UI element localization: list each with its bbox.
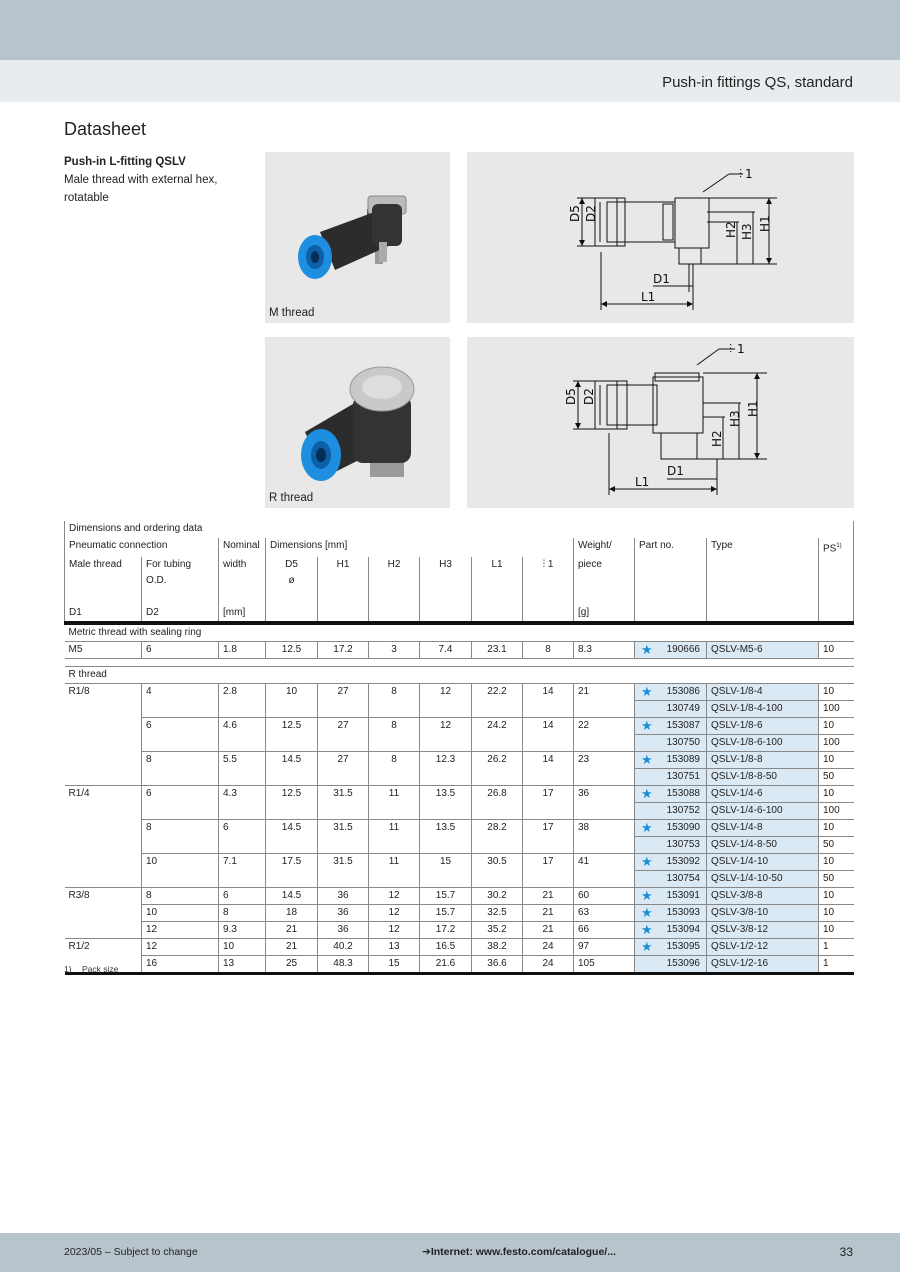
cell-d2: 10: [142, 905, 219, 922]
cell-width: 9.3: [219, 922, 266, 939]
cell-l1: 32.5: [472, 905, 523, 922]
footer-link[interactable]: [422, 1246, 616, 1258]
cell-h3: 13.5: [420, 820, 472, 854]
table-header-row-2: [65, 557, 854, 589]
cell-h3: 12: [420, 718, 472, 752]
cell-h2: 11: [369, 786, 420, 820]
star-icon: ★: [641, 642, 653, 658]
cell-l1: 26.8: [472, 786, 523, 820]
cell-h3: 15: [420, 854, 472, 888]
cell-ps: 100: [819, 701, 854, 718]
cell-type: QSLV-1/8-4: [707, 684, 819, 701]
header-l1: L1: [472, 557, 523, 589]
partno-text: 153093: [666, 907, 700, 919]
cell-width: 2.8: [219, 684, 266, 718]
cell-ps: 50: [819, 769, 854, 786]
sw-label-r: 1: [737, 342, 745, 356]
cell-width: 13: [219, 956, 266, 974]
cell-type: QSLV-1/8-8: [707, 752, 819, 769]
cell-partno: 130754: [635, 871, 707, 888]
cell-h1: 27: [318, 684, 369, 718]
d2-label-r: D2: [582, 388, 596, 405]
page-number: 33: [839, 1245, 853, 1259]
cell-partno: [635, 922, 707, 939]
star-icon: ★: [641, 820, 653, 836]
cell-partno: [635, 888, 707, 905]
product-desc-line1: Male thread with external hex,: [64, 174, 218, 186]
cell-h1: 36: [318, 888, 369, 905]
cell-d1: R1/2: [65, 939, 142, 974]
cell-h3: 7.4: [420, 642, 472, 659]
product-description: [64, 153, 254, 207]
cell-d5: 14.5: [266, 820, 318, 854]
table-row: [65, 820, 854, 837]
cell-width: 6: [219, 888, 266, 905]
h1-label-r: H1: [746, 400, 760, 417]
cell-weight: 41: [574, 854, 635, 888]
cell-weight: 66: [574, 922, 635, 939]
cell-type: QSLV-1/4-6: [707, 786, 819, 803]
cell-weight: 23: [574, 752, 635, 786]
cell-ps: 10: [819, 905, 854, 922]
cell-weight: 105: [574, 956, 635, 974]
cell-d2: 4: [142, 684, 219, 718]
header-h2: H2: [369, 557, 420, 589]
cell-partno: [635, 820, 707, 837]
header-partno: Part no.: [635, 538, 707, 557]
cell-partno: 130752: [635, 803, 707, 820]
cell-ps: 10: [819, 786, 854, 803]
h2-label-r: H2: [710, 430, 724, 447]
header-sw: [523, 557, 574, 589]
table-row: [65, 684, 854, 701]
r-thread-photo: [265, 337, 450, 508]
h3-label-r: H3: [728, 410, 742, 427]
cell-partno: [635, 905, 707, 922]
cell-h2: 12: [369, 905, 420, 922]
header-nominal: Nominal: [219, 538, 266, 557]
dimension-drawing-m: [467, 152, 854, 323]
table-header-row-3: [65, 589, 854, 623]
cell-d2: 6: [142, 718, 219, 752]
star-icon: ★: [641, 905, 653, 921]
cell-width: 4.3: [219, 786, 266, 820]
cell-ps: 10: [819, 642, 854, 659]
cell-d1: M5: [65, 642, 142, 659]
cell-partno: 130753: [635, 837, 707, 854]
header-bar: [0, 60, 900, 102]
cell-d5: 14.5: [266, 888, 318, 905]
cell-ps: 50: [819, 837, 854, 854]
cell-type: QSLV-1/8-8-50: [707, 769, 819, 786]
cell-width: 6: [219, 820, 266, 854]
cell-sw: 21: [523, 905, 574, 922]
cell-ps: 1: [819, 956, 854, 974]
cell-l1: 30.2: [472, 888, 523, 905]
partno-text: 153088: [666, 788, 700, 800]
cell-sw: 14: [523, 752, 574, 786]
table-row: [65, 922, 854, 939]
cell-partno: [635, 854, 707, 871]
header-h1: H1: [318, 557, 369, 589]
cell-h2: 11: [369, 820, 420, 854]
cell-l1: 22.2: [472, 684, 523, 718]
cell-h1: 36: [318, 905, 369, 922]
cell-d2: 12: [142, 922, 219, 939]
cell-l1: 26.2: [472, 752, 523, 786]
cell-d5: 21: [266, 922, 318, 939]
cell-type: QSLV-1/8-4-100: [707, 701, 819, 718]
cell-l1: 23.1: [472, 642, 523, 659]
cell-h2: 8: [369, 684, 420, 718]
section-metric: [65, 623, 854, 642]
cell-width: 7.1: [219, 854, 266, 888]
cell-d2: 8: [142, 820, 219, 854]
cell-h2: 13: [369, 939, 420, 956]
cell-d5: 14.5: [266, 752, 318, 786]
cell-d2: 6: [142, 786, 219, 820]
header-tubing: For tubing O.D.: [142, 557, 219, 589]
star-icon: ★: [641, 786, 653, 802]
cell-sw: 21: [523, 888, 574, 905]
table-row: [65, 939, 854, 956]
top-bar: [0, 0, 900, 60]
cell-d5: 12.5: [266, 642, 318, 659]
cell-type: QSLV-3/8-12: [707, 922, 819, 939]
cell-h1: 36: [318, 922, 369, 939]
star-icon: ★: [641, 888, 653, 904]
cell-partno: 153096: [635, 956, 707, 974]
cell-h2: 8: [369, 718, 420, 752]
cell-h3: 15.7: [420, 888, 472, 905]
cell-l1: 30.5: [472, 854, 523, 888]
table-title-row: [65, 521, 854, 538]
table-row: [65, 752, 854, 769]
svg-text:⫶: ⫶: [729, 342, 733, 356]
cell-d1: R1/4: [65, 786, 142, 888]
cell-type: QSLV-1/4-6-100: [707, 803, 819, 820]
table-row: [65, 956, 854, 974]
cell-width: 5.5: [219, 752, 266, 786]
cell-d5: 21: [266, 939, 318, 956]
r-thread-caption: R thread: [269, 492, 314, 504]
header-d5: [266, 557, 318, 589]
table-row: [65, 718, 854, 735]
footnote-text: Pack size: [82, 964, 119, 974]
partno-text: 153090: [666, 822, 700, 834]
fitting-r-illustration: [265, 337, 450, 508]
star-icon: ★: [641, 752, 653, 768]
header-piece: piece: [574, 557, 635, 589]
cell-d1: R3/8: [65, 888, 142, 939]
cell-width: 1.8: [219, 642, 266, 659]
table-row: [65, 905, 854, 922]
footer-date: 2023/05 – Subject to change: [64, 1246, 198, 1258]
cell-width: 10: [219, 939, 266, 956]
cell-width: 8: [219, 905, 266, 922]
cell-h3: 17.2: [420, 922, 472, 939]
star-icon: ★: [641, 718, 653, 734]
header-g: [g]: [574, 589, 635, 623]
cell-type: QSLV-1/4-8: [707, 820, 819, 837]
cell-weight: 22: [574, 718, 635, 752]
cell-sw: 14: [523, 684, 574, 718]
table-row: [65, 786, 854, 803]
fitting-m-illustration: [265, 152, 450, 323]
cell-ps: 10: [819, 820, 854, 837]
header-title: Push-in fittings QS, standard: [662, 74, 853, 91]
product-name: Push-in L-fitting QSLV: [64, 156, 186, 168]
cell-sw: 8: [523, 642, 574, 659]
cell-d5: 17.5: [266, 854, 318, 888]
cell-h1: 27: [318, 752, 369, 786]
section-r: [65, 667, 854, 684]
d5-text: D5: [285, 559, 298, 571]
cell-width: 4.6: [219, 718, 266, 752]
cell-h2: 12: [369, 888, 420, 905]
cell-h2: 3: [369, 642, 420, 659]
cell-sw: 17: [523, 786, 574, 820]
footnote-number: 1): [64, 964, 72, 974]
cell-type: QSLV-1/4-10: [707, 854, 819, 871]
cell-sw: 21: [523, 922, 574, 939]
cell-h1: 48.3: [318, 956, 369, 974]
star-icon: ★: [641, 922, 653, 938]
cell-h1: 40.2: [318, 939, 369, 956]
partno-text: 190666: [666, 644, 700, 656]
footer-link-text[interactable]: Internet: www.festo.com/catalogue/...: [430, 1246, 616, 1258]
cell-ps: 10: [819, 684, 854, 701]
star-icon: ★: [641, 939, 653, 955]
cell-sw: 17: [523, 820, 574, 854]
cell-h3: 16.5: [420, 939, 472, 956]
cell-ps: 1: [819, 939, 854, 956]
m-thread-caption: M thread: [269, 307, 315, 319]
cell-partno: [635, 718, 707, 735]
cell-ps: 10: [819, 752, 854, 769]
cell-l1: 38.2: [472, 939, 523, 956]
cell-h1: 31.5: [318, 854, 369, 888]
cell-weight: 97: [574, 939, 635, 956]
d5-label: D5: [568, 205, 582, 222]
page-heading: Datasheet: [64, 119, 147, 139]
partno-text: 153087: [666, 720, 700, 732]
diameter-symbol: ø: [288, 575, 295, 587]
partno-text: 153091: [666, 890, 700, 902]
cell-weight: 38: [574, 820, 635, 854]
partno-text: 153094: [666, 924, 700, 936]
cell-h2: 15: [369, 956, 420, 974]
cell-h3: 15.7: [420, 905, 472, 922]
ps-sup: 1): [836, 542, 842, 549]
table-row: [65, 642, 854, 659]
header-weight: Weight/: [574, 538, 635, 557]
cell-ps: 10: [819, 888, 854, 905]
cell-weight: 36: [574, 786, 635, 820]
cell-type: QSLV-1/8-6-100: [707, 735, 819, 752]
m-thread-photo: [265, 152, 450, 323]
cell-ps: 10: [819, 718, 854, 735]
cell-type: QSLV-1/4-8-50: [707, 837, 819, 854]
arrow-right-icon: ➔: [422, 1246, 431, 1258]
footer-bar: [0, 1233, 900, 1272]
cell-type: QSLV-1/8-6: [707, 718, 819, 735]
cell-h3: 21.6: [420, 956, 472, 974]
header-dimensions: Dimensions [mm]: [266, 538, 574, 557]
cell-weight: 60: [574, 888, 635, 905]
l1-label-r: L1: [635, 475, 650, 489]
cell-sw: 24: [523, 956, 574, 974]
star-icon: ★: [641, 854, 653, 870]
cell-weight: 8.3: [574, 642, 635, 659]
cell-ps: 10: [819, 854, 854, 871]
header-type: Type: [707, 538, 819, 557]
cell-type: QSLV-1/4-10-50: [707, 871, 819, 888]
dimensions-table: [64, 521, 854, 975]
cell-partno: [635, 642, 707, 659]
cell-sw: 24: [523, 939, 574, 956]
cell-weight: 21: [574, 684, 635, 718]
header-male-thread: Male thread: [65, 557, 142, 589]
cell-d2: 10: [142, 854, 219, 888]
section-metric-title: Metric thread with sealing ring: [65, 623, 854, 642]
d2-label: D2: [584, 205, 598, 222]
ps-label: PS: [823, 543, 837, 555]
cell-d5: 25: [266, 956, 318, 974]
cell-h3: 12.3: [420, 752, 472, 786]
d1-label: D1: [653, 272, 670, 286]
cell-ps: 10: [819, 922, 854, 939]
cell-partno: 130749: [635, 701, 707, 718]
cell-l1: 35.2: [472, 922, 523, 939]
h1-label: H1: [758, 215, 772, 232]
cell-d2: 6: [142, 642, 219, 659]
product-desc-line2: rotatable: [64, 192, 109, 204]
partno-text: 153095: [666, 941, 700, 953]
partno-text: 153086: [666, 686, 700, 698]
cell-type: QSLV-3/8-8: [707, 888, 819, 905]
cell-partno: 130750: [635, 735, 707, 752]
table-title: Dimensions and ordering data: [65, 521, 854, 538]
table-header-row-1: [65, 538, 854, 557]
cell-type: QSLV-3/8-10: [707, 905, 819, 922]
header-width: width: [219, 557, 266, 589]
cell-h1: 27: [318, 718, 369, 752]
cell-h2: 11: [369, 854, 420, 888]
cell-ps: 100: [819, 803, 854, 820]
cell-partno: [635, 786, 707, 803]
footnote: [64, 964, 118, 974]
star-icon: ★: [641, 684, 653, 700]
sw-text: 1: [547, 559, 554, 571]
header-h3: H3: [420, 557, 472, 589]
header-d2: D2: [142, 589, 219, 623]
table-row: [65, 888, 854, 905]
cell-d5: 10: [266, 684, 318, 718]
cell-sw: 14: [523, 718, 574, 752]
d5-label-r: D5: [564, 388, 578, 405]
cell-weight: 63: [574, 905, 635, 922]
cell-partno: [635, 752, 707, 769]
cell-d2: 16: [142, 956, 219, 974]
cell-d5: 12.5: [266, 718, 318, 752]
cell-l1: 24.2: [472, 718, 523, 752]
cell-d1: R1/8: [65, 684, 142, 786]
cell-h1: 31.5: [318, 820, 369, 854]
cell-h2: 8: [369, 752, 420, 786]
header-ps: [819, 538, 854, 557]
header-mm: [mm]: [219, 589, 266, 623]
cell-h1: 31.5: [318, 786, 369, 820]
section-r-title: R thread: [65, 667, 854, 684]
cell-ps: 100: [819, 735, 854, 752]
cell-type: QSLV-1/2-16: [707, 956, 819, 974]
partno-text: 153089: [666, 754, 700, 766]
wrench-icon: ⫶: [542, 559, 546, 571]
cell-ps: 50: [819, 871, 854, 888]
cell-d5: 12.5: [266, 786, 318, 820]
cell-h1: 17.2: [318, 642, 369, 659]
cell-partno: [635, 939, 707, 956]
cell-h3: 13.5: [420, 786, 472, 820]
cell-d2: 8: [142, 888, 219, 905]
sw-label: 1: [745, 167, 753, 181]
cell-l1: 28.2: [472, 820, 523, 854]
cell-l1: 36.6: [472, 956, 523, 974]
partno-text: 153092: [666, 856, 700, 868]
table-row: [65, 854, 854, 871]
m-thread-drawing: [467, 152, 854, 323]
cell-d2: 8: [142, 752, 219, 786]
cell-h2: 12: [369, 922, 420, 939]
cell-type: QSLV-1/2-12: [707, 939, 819, 956]
header-pneumatic: Pneumatic connection: [65, 538, 219, 557]
l1-label: L1: [641, 290, 656, 304]
cell-type: QSLV-M5-6: [707, 642, 819, 659]
h3-label: H3: [740, 223, 754, 240]
cell-partno: [635, 684, 707, 701]
cell-sw: 17: [523, 854, 574, 888]
d1-label-r: D1: [667, 464, 684, 478]
svg-text:⫶: ⫶: [739, 167, 743, 181]
cell-d5: 18: [266, 905, 318, 922]
header-d1: D1: [65, 589, 142, 623]
cell-partno: 130751: [635, 769, 707, 786]
h2-label: H2: [724, 221, 738, 238]
dimension-drawing-r: [467, 337, 854, 508]
cell-d2: 12: [142, 939, 219, 956]
cell-h3: 12: [420, 684, 472, 718]
r-thread-drawing: [467, 337, 854, 508]
